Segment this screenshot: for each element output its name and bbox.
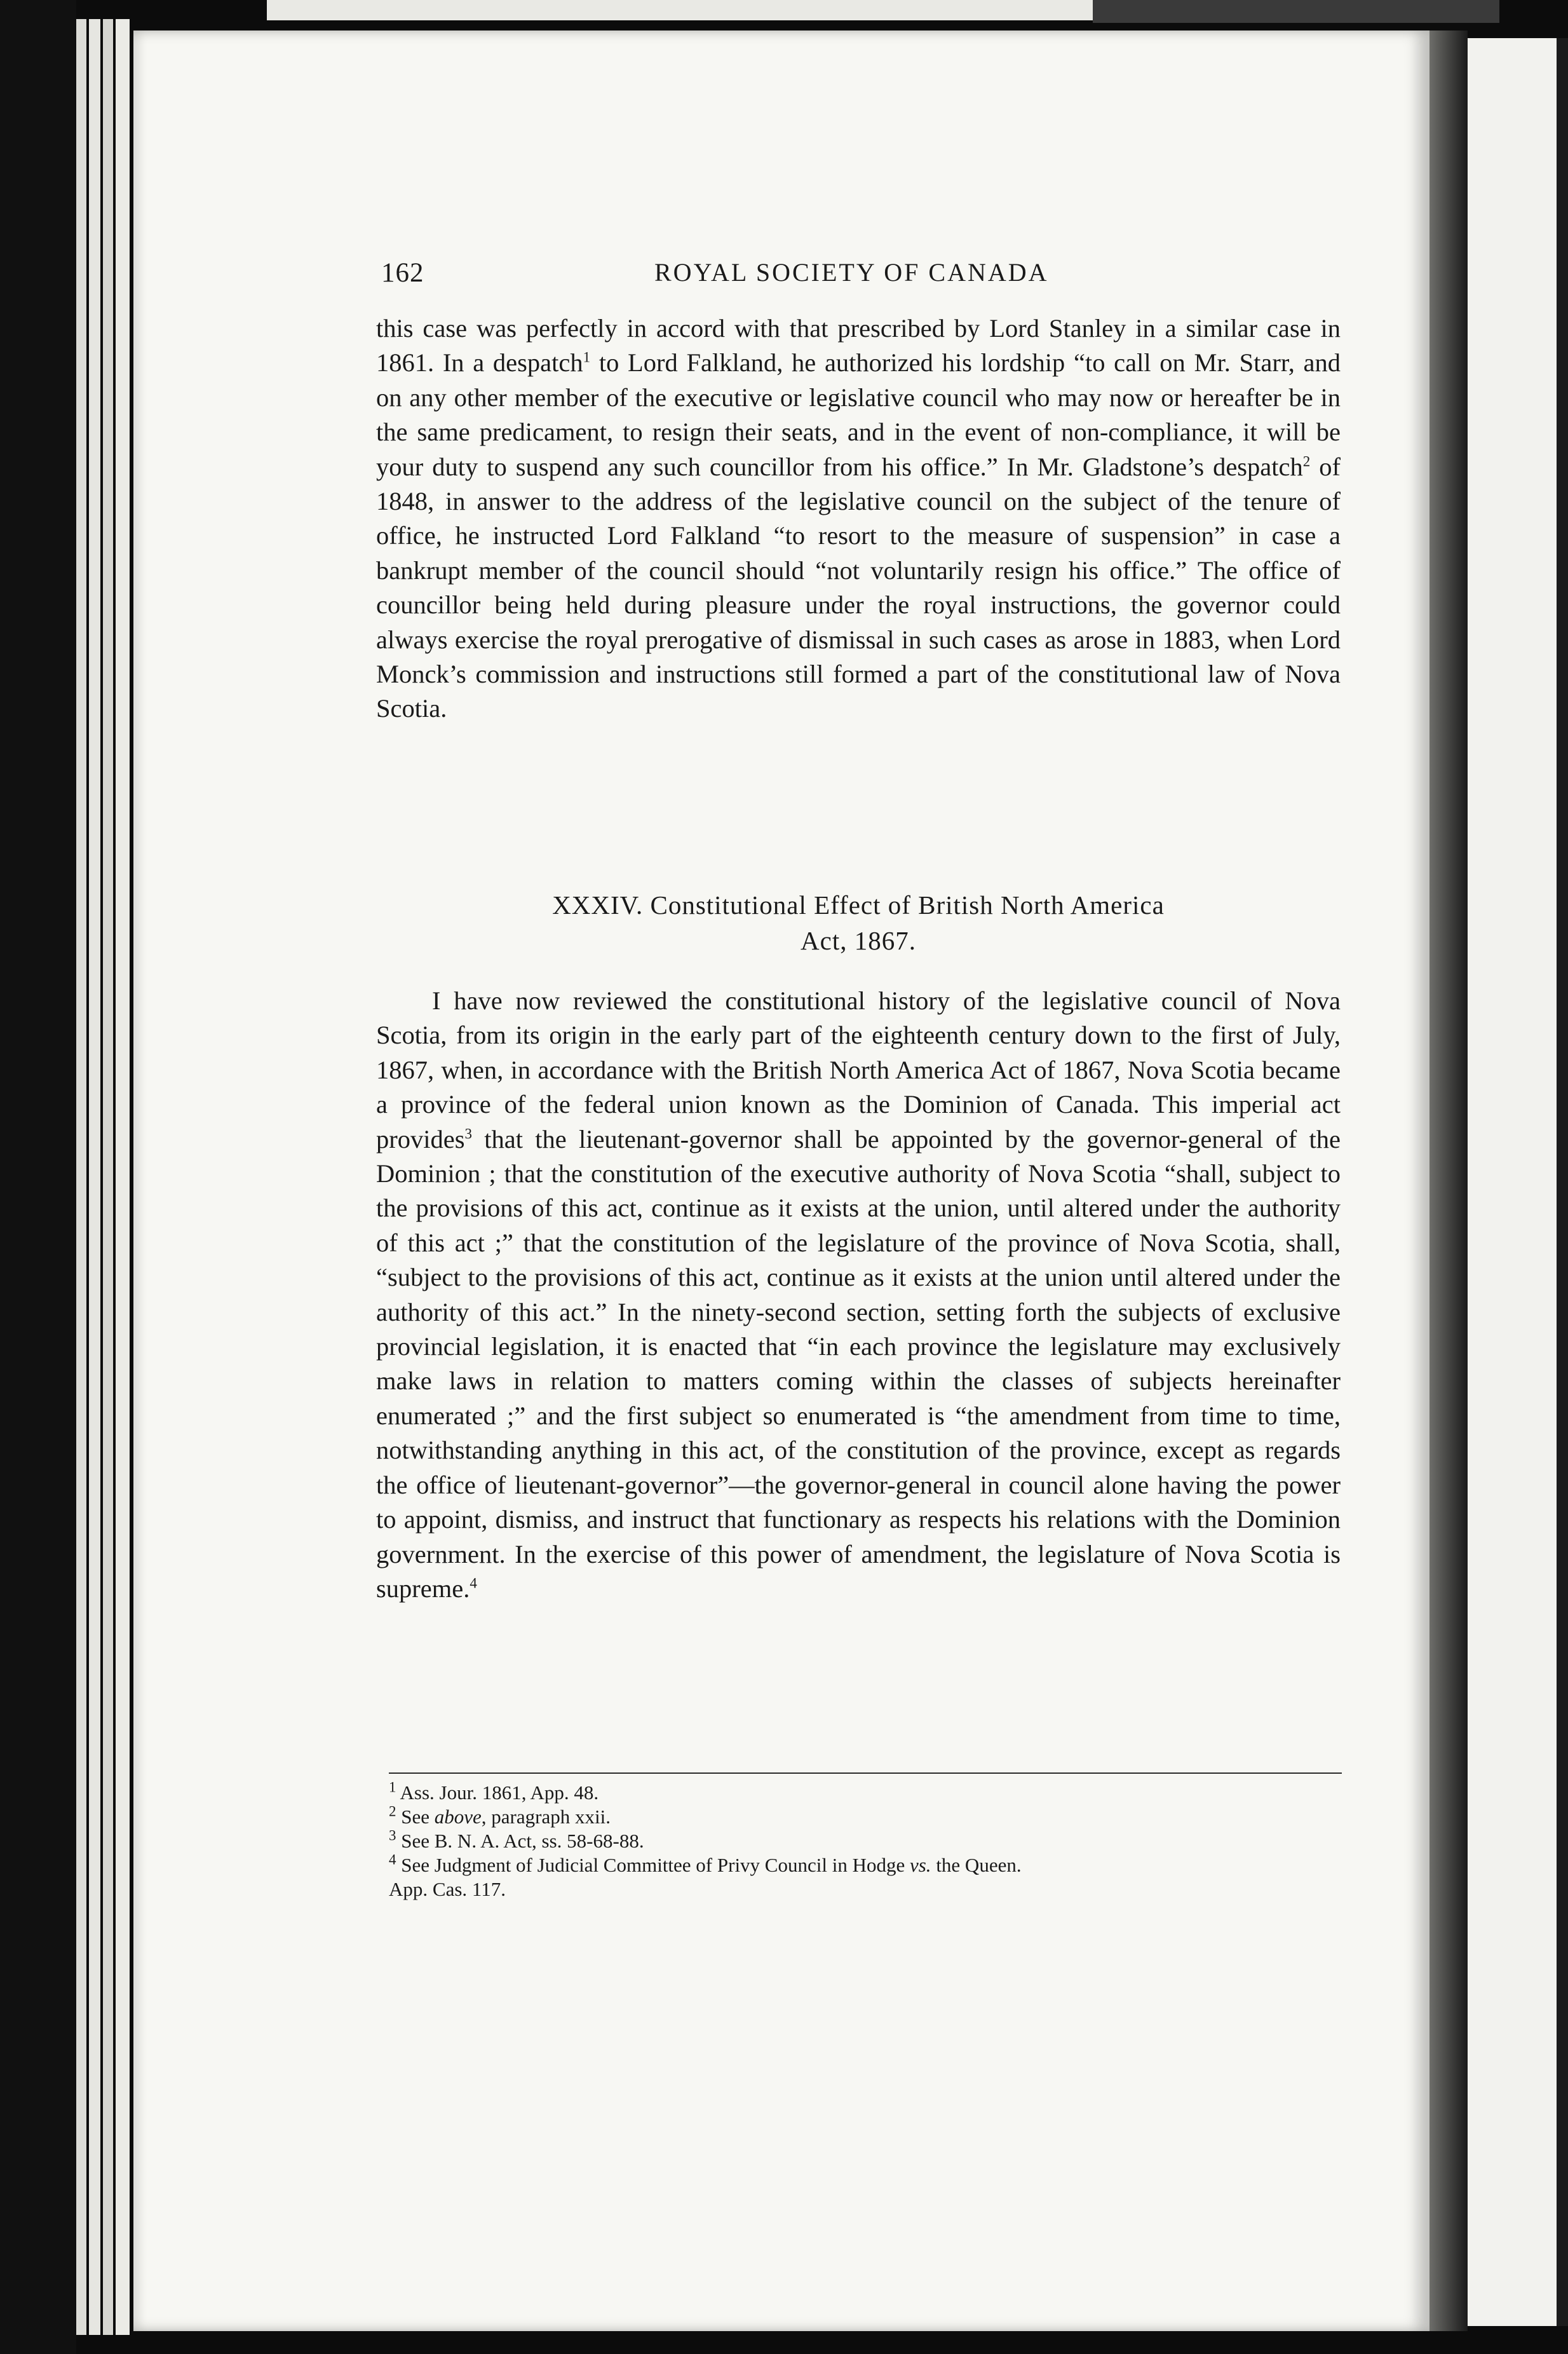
footnote-rule: [389, 1772, 1342, 1774]
page-header: [381, 257, 1568, 302]
footnote-text: See Judgment of Judicial Committee of Privy Council in Hodge: [396, 1854, 910, 1876]
body-paragraph-2: [376, 984, 1341, 1606]
footnote-ref-2[interactable]: 2: [1302, 453, 1311, 470]
footnote-mark: 4: [389, 1851, 396, 1868]
footnote-text: See B. N. A. Act, ss. 58-68-88.: [396, 1830, 644, 1852]
footnote-4: [389, 1853, 1348, 1877]
footnote-mark: 1: [389, 1779, 396, 1795]
footnote-4-continued: [389, 1877, 506, 1901]
scan-top-edge: [267, 0, 1156, 20]
footnote-1: [389, 1781, 598, 1804]
footnote-text: , paragraph xxii.: [481, 1806, 611, 1828]
page-number: 162: [381, 258, 424, 288]
page-edge-stack: [76, 19, 86, 2335]
facing-page-edge: [1468, 38, 1557, 2326]
footnote-italic: vs.: [909, 1854, 931, 1876]
page-edge-stack: [116, 19, 130, 2335]
paragraph-text: this case was perfectly in accord with that prescribed by Lord Stanley in a similar case in 1861. In a despatch: [376, 314, 1341, 378]
footnote-mark: 3: [389, 1827, 396, 1844]
section-heading-line: XXXIV. Constitutional Effect of British North America: [552, 890, 1165, 920]
section-heading-line: Act, 1867.: [801, 926, 916, 955]
footnote-text: App. Cas. 117.: [389, 1878, 506, 1900]
page-edge-stack: [103, 19, 113, 2335]
running-head: ROYAL SOCIETY OF CANADA: [654, 258, 1049, 287]
book-gutter: [1429, 31, 1468, 2331]
page-edge-stack: [89, 19, 100, 2335]
scan-top-dark-edge: [1093, 0, 1499, 23]
footnote-3: [389, 1829, 644, 1853]
footnote-text: See: [396, 1806, 435, 1828]
paragraph-text: I have now reviewed the constitutional history of the legislative council of Nova Scotia, from its origin in the early part of the eighteenth century down to the first of July, 1867, when, in accordance with the British North America Act of 1867, Nova Scotia became a province of the federal union known as the Dominion of Canada. This imperial act provides: [376, 986, 1341, 1153]
paragraph-text: to Lord Falkland, he authorized his lordship “to call on Mr. Starr, and on any other member of the executive or legislative council who may now or hereafter be in the same predicament, to resign their seats, and in the event of non-compliance, it will be your duty to suspend any such councillor from his office.” In Mr. Gladstone’s despatch: [376, 348, 1341, 481]
scan-right-border: [1557, 38, 1568, 2326]
footnote-italic: above: [434, 1806, 482, 1828]
paragraph-text: of 1848, in answer to the address of the legislative council on the subject of the tenure of office, he instructed Lord Falkland “to resort to the measure of suspension” in case a bankrupt member of the council should “not voluntarily resign his office.” The office of councillor being held during pleasure under the royal instructions, the governor could always exercise the royal prerogative of dismissal in such cases as arose in 1883, when Lord Monck’s commission and instructions still formed a part of the constitutional law of Nova Scotia.: [376, 452, 1341, 723]
footnote-ref-1[interactable]: 1: [583, 349, 591, 365]
section-heading: [376, 887, 1341, 958]
footnote-text: the Queen.: [931, 1854, 1022, 1876]
scan-left-border: [0, 0, 76, 2354]
footnote-mark: 2: [389, 1803, 396, 1820]
footnote-ref-4[interactable]: 4: [470, 1575, 477, 1591]
footnote-ref-3[interactable]: 3: [464, 1126, 472, 1142]
paragraph-text: that the lieutenant-governor shall be appointed by the governor-general of the Dominion ; that the constitution of the executive authority of Nova Scotia “shall, subject to the provisions of this act, continue as it exists at the union, until altered under the authority of this act ;” that the constitution of the legislature of the province of Nova Scotia, shall, “subject to the provisions of this act, continue as it exists at the union until altered under the authority of this act.” In the ninety-second section, setting forth the subjects of exclusive provincial legislation, it is enacted that “in each province the legislature may exclusively make laws in relation to matters coming within the classes of subjects hereinafter enumerated ;” and the first subject so enumerated is “the amendment from time to time, notwithstanding anything in this act, of the constitution of the province, except as regards the office of lieutenant-governor”—the governor-general in council alone having the power to appoint, dismiss, and instruct that functionary as respects his relations with the Dominion government. In the exercise of this power of amendment, the legislature of Nova Scotia is supreme.: [376, 1124, 1341, 1603]
body-paragraph-1: [376, 311, 1341, 726]
footnote-text: Ass. Jour. 1861, App. 48.: [396, 1781, 599, 1804]
footnote-2: [389, 1805, 611, 1828]
